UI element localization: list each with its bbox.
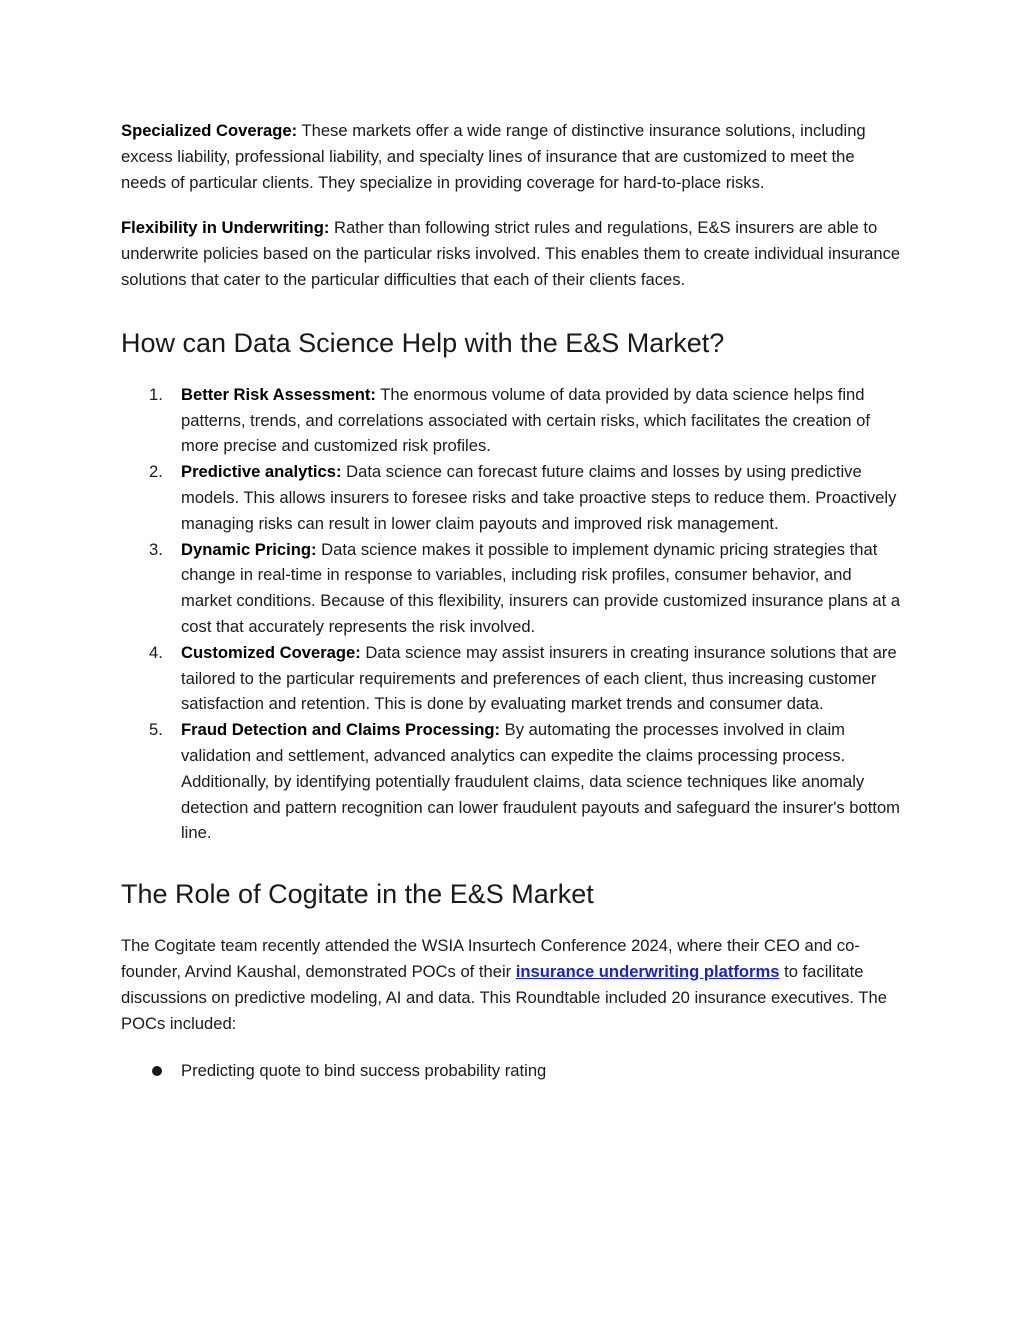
list-item-number: 1. <box>149 384 163 404</box>
list-item-number: 2. <box>149 462 163 482</box>
data-science-benefits-list <box>121 382 903 846</box>
list-item-label: Customized Coverage: <box>181 642 361 662</box>
list-item <box>121 640 903 717</box>
list-item <box>121 537 903 640</box>
list-item-text: Predicting quote to bind success probability rating <box>181 1061 547 1081</box>
specialized-coverage-label: Specialized Coverage: <box>121 121 298 140</box>
list-item-number: 4. <box>149 642 163 662</box>
list-item-label: Fraud Detection and Claims Processing: <box>181 720 501 740</box>
list-item-text: The enormous volume of data provided by data science helps find patterns, trends, and correlations associated with certain risks, which facilitates the creation of more precise and customized risk profiles. <box>181 384 870 456</box>
list-item <box>121 382 903 459</box>
specialized-coverage-paragraph <box>121 118 903 195</box>
list-item-text: Data science may assist insurers in creating insurance solutions that are tailored to the particular requirements and preferences of each client, thus increasing customer satisfaction and retention. This is done by evaluating market trends and consumer data. <box>181 642 897 714</box>
poc-bullet-list <box>121 1058 903 1084</box>
list-item-text: By automating the processes involved in claim validation and settlement, advanced analytics can expedite the claims processing process. Additionally, by identifying potentially fraudulent claims, data science techniques like anomaly detection and pattern recognition can lower fraudulent payouts and safeguard the insurer's bottom line. <box>181 720 901 843</box>
flexibility-underwriting-label: Flexibility in Underwriting: <box>121 218 330 238</box>
list-item <box>121 1058 903 1084</box>
insurance-underwriting-platforms-link[interactable]: insurance underwriting platforms <box>515 961 780 981</box>
list-item-label: Dynamic Pricing: <box>181 539 317 559</box>
list-item-label: Predictive analytics: <box>181 462 342 482</box>
flexibility-underwriting-text: Rather than following strict rules and regulations, E&S insurers are able to underwrite policies based on the particular risks involved. This enables them to create individual insurance solutions that cater to the particular difficulties that each of their clients faces. <box>121 218 901 289</box>
cogitate-paragraph <box>121 933 903 1036</box>
cogitate-text-before-link: The Cogitate team recently attended the WSIA Insurtech Conference 2024, where their CEO and co-founder, Arvind Kaushal, demonstrated POCs of their <box>121 936 860 981</box>
list-item <box>121 717 903 846</box>
cogitate-role-heading: The Role of Cogitate in the E&S Market <box>121 879 594 910</box>
cogitate-text-after-link: to facilitate discussions on predictive modeling, AI and data. This Roundtable included 20 insurance executives. The POCs included: <box>121 961 887 1033</box>
list-item-number: 5. <box>149 720 163 740</box>
data-science-heading: How can Data Science Help with the E&S Market? <box>121 327 725 358</box>
list-item-number: 3. <box>149 539 163 559</box>
document-page <box>121 118 903 1084</box>
bullet-icon <box>152 1066 162 1076</box>
flexibility-underwriting-paragraph <box>121 215 903 292</box>
list-item <box>121 459 903 536</box>
specialized-coverage-text: These markets offer a wide range of distinctive insurance solutions, including excess liability, professional liability, and specialty lines of insurance that are customized to meet the needs of particular clients. They specialize in providing coverage for hard-to-place risks. <box>121 121 866 192</box>
list-item-text: Data science can forecast future claims and losses by using predictive models. This allows insurers to foresee risks and take proactive steps to reduce them. Proactively managing risks can result in lower claim payouts and improved risk management. <box>181 462 897 533</box>
list-item-label: Better Risk Assessment: <box>181 384 376 404</box>
list-item-text: Data science makes it possible to implement dynamic pricing strategies that change in real-time in response to variables, including risk profiles, consumer behavior, and market conditions. Because of this flexibility, insurers can provide customized insurance plans at a cost that accurately represents the risk involved. <box>181 539 901 636</box>
